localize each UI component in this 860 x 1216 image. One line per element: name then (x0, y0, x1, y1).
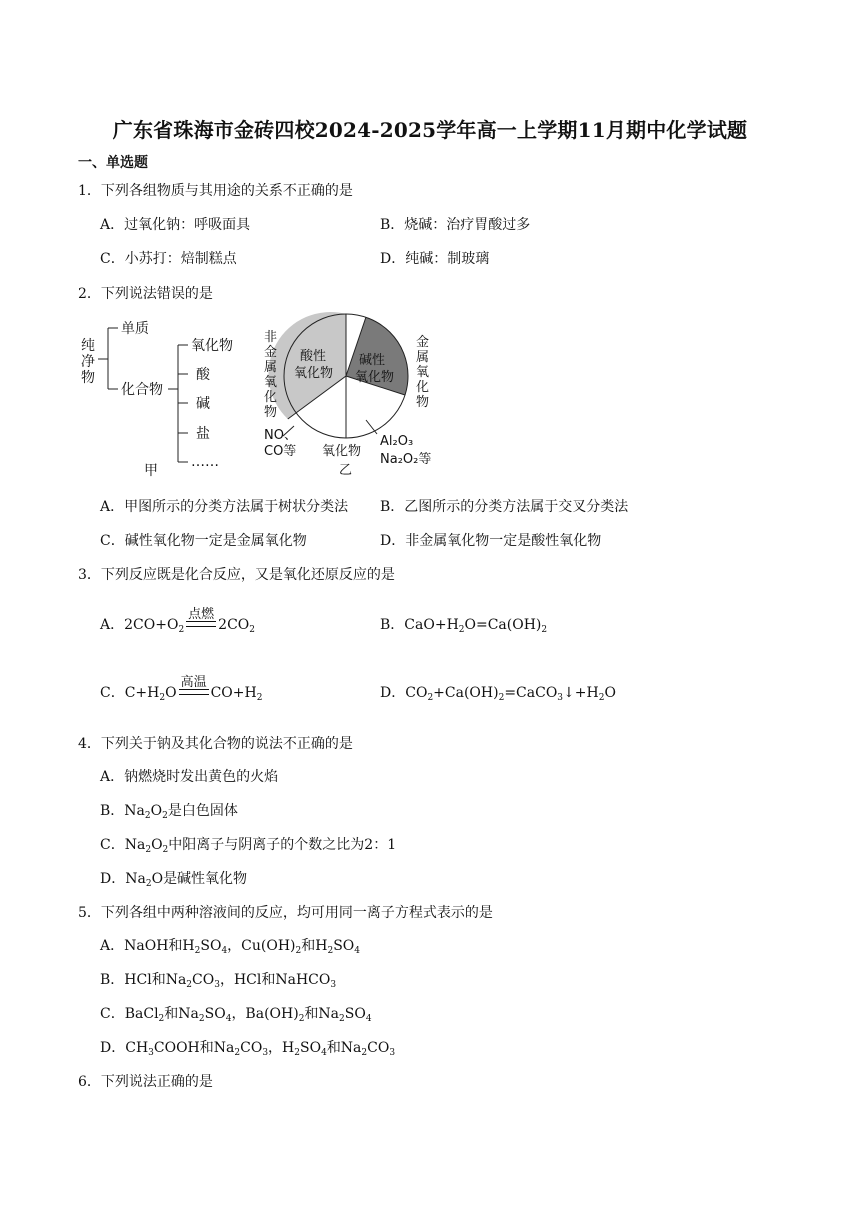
q4-option-b[interactable]: B．$Na_2O_2$是白色固体 (100, 803, 238, 821)
jia-jian: 碱 (196, 396, 210, 412)
yi-right-3: 氧 (416, 365, 430, 380)
q3-option-a[interactable]: A．$2CO+O_2$ 点燃 $2CO_2$ (100, 607, 256, 635)
exam-title: 广东省珠海市金砖四校2024-2025学年高一上学期11月期中化学试题 (112, 118, 748, 142)
yi-right-4: 化 (416, 380, 430, 395)
yi-al-na-2: Na₂O₂等 (380, 452, 432, 467)
q3-stem: 3．下列反应既是化合反应，又是氧化还原反应的是 (78, 567, 395, 583)
yi-no-co-1: NO、 (264, 428, 297, 443)
yi-acidic-1: 酸性 (300, 349, 327, 364)
q4-option-a[interactable]: A．钠燃烧时发出黄色的火焰 (100, 769, 279, 785)
yi-basic-2: 氧化物 (355, 370, 395, 385)
figure-jia-tree-diagram (78, 315, 258, 480)
yi-basic-1: 碱性 (359, 353, 386, 368)
q5-option-a[interactable]: A．NaOH和$H_2SO_4$，$Cu(OH)_2$和$H_2SO_4$ (100, 938, 361, 956)
yi-right-1: 金 (416, 335, 430, 350)
q3-option-b[interactable]: B．$CaO+H_2O=Ca(OH)_2$ (380, 617, 548, 635)
yi-right-5: 物 (416, 395, 430, 410)
q2-option-c[interactable]: C．碱性氧化物一定是金属氧化物 (100, 533, 307, 549)
q5-stem: 5．下列各组中两种溶液间的反应，均可用同一离子方程式表示的是 (78, 905, 493, 921)
q6-stem: 6．下列说法正确的是 (78, 1074, 213, 1090)
q1-stem: 1．下列各组物质与其用途的关系不正确的是 (78, 183, 353, 199)
jia-caption: 甲 (144, 463, 158, 479)
yi-no-co-2: CO等 (264, 444, 297, 459)
jia-root-3: 物 (81, 370, 95, 386)
q1-option-a[interactable]: A．过氧化钠：呼吸面具 (100, 217, 251, 233)
yi-left-2: 金 (264, 345, 278, 360)
jia-root-1: 纯 (81, 338, 95, 354)
yi-left-6: 物 (264, 405, 278, 420)
q2-option-a[interactable]: A．甲图所示的分类方法属于树状分类法 (100, 499, 349, 515)
q1-option-c[interactable]: C．小苏打：焙制糕点 (100, 251, 237, 267)
jia-suan: 酸 (196, 367, 210, 383)
figure-yi-cross-diagram (258, 308, 448, 480)
jia-danzhi: 单质 (121, 321, 149, 337)
jia-ellipsis: …… (191, 454, 219, 470)
q4-option-c[interactable]: C．$Na_2O_2$中阳离子与阴离子的个数之比为2：1 (100, 837, 397, 855)
yi-left-4: 氧 (264, 375, 278, 390)
jia-root-2: 净 (81, 354, 95, 370)
section-heading: 一、单选题 (78, 155, 148, 171)
yi-left-3: 属 (264, 360, 278, 375)
yi-left-5: 化 (264, 390, 278, 405)
reaction-condition-ignite: 点燃 (184, 618, 218, 632)
jia-yanghuawu: 氧化物 (191, 338, 233, 354)
reaction-condition-high-temp: 高温 (177, 686, 211, 700)
yi-right-2: 属 (416, 350, 430, 365)
q3-option-c[interactable]: C．$C+H_2O$ 高温 $CO+H_2$ (100, 675, 263, 703)
yi-caption: 乙 (339, 463, 353, 478)
q4-stem: 4．下列关于钠及其化合物的说法不正确的是 (78, 736, 353, 752)
q4-option-d[interactable]: D．$Na_2O$是碱性氧化物 (100, 871, 248, 889)
q2-stem: 2．下列说法错误的是 (78, 286, 213, 302)
q3-option-d[interactable]: D．$CO_2+Ca(OH)_2=CaCO_3↓+H_2O$ (380, 685, 616, 703)
yi-al-na-1: Al₂O₃ (380, 434, 414, 449)
jia-huahewu: 化合物 (121, 382, 163, 398)
q1-option-b[interactable]: B．烧碱：治疗胃酸过多 (380, 217, 531, 233)
yi-bottom-label: 氧化物 (322, 444, 362, 459)
q5-option-c[interactable]: C．BaCl$_2$和$Na_2SO_4$，$Ba(OH)_2$和$Na_2SO_4$ (100, 1006, 372, 1024)
yi-acidic-2: 氧化物 (294, 366, 334, 381)
q2-option-d[interactable]: D．非金属氧化物一定是酸性氧化物 (380, 533, 602, 549)
q5-option-b[interactable]: B．HCl和$Na_2CO_3$，HCl和NaHCO$_3$ (100, 972, 337, 990)
yi-left-1: 非 (264, 330, 278, 345)
q1-option-d[interactable]: D．纯碱：制玻璃 (380, 251, 490, 267)
q5-option-d[interactable]: D．$CH_3COOH$和$Na_2CO_3$，$H_2SO_4$和$Na_2CO_3$ (100, 1040, 396, 1058)
q2-option-b[interactable]: B．乙图所示的分类方法属于交叉分类法 (380, 499, 629, 515)
jia-yan: 盐 (196, 426, 210, 442)
